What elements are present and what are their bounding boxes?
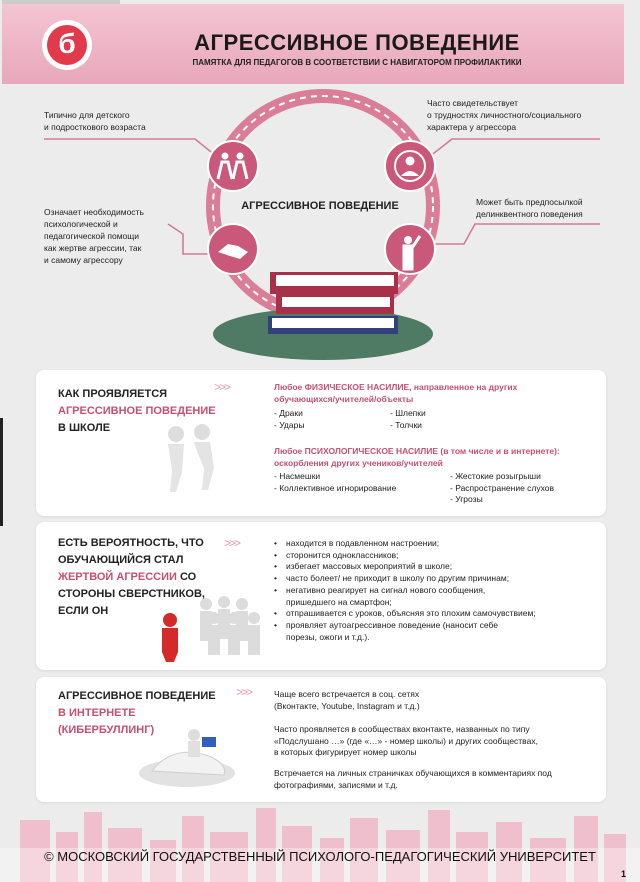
speaker-person-icon <box>385 224 435 274</box>
left-margin-mark <box>0 418 3 526</box>
callout-line: делинквентного поведения <box>476 209 583 219</box>
computer-mouse-figure-icon <box>132 727 242 789</box>
page-number: 1 <box>621 869 627 879</box>
heading-line: Любое ПСИХОЛОГИЧЕСКОЕ НАСИЛИЕ (в том числе и в интернете): <box>274 446 560 456</box>
title-rest: СО <box>176 571 197 583</box>
books-icon <box>268 272 398 334</box>
title-line-accent: В ИНТЕРНЕТЕ <box>58 707 136 719</box>
title-accent: ЖЕРТВОЙ АГРЕССИИ <box>58 571 177 583</box>
callout-line: характера у агрессора <box>427 122 517 132</box>
title-line: ЕСТЬ ВЕРОЯТНОСТЬ, ЧТО <box>58 537 204 549</box>
callout-line: и самому агрессору <box>44 255 123 265</box>
text-line: фотографиями, записями и т.д. <box>274 779 398 790</box>
callout-top-right <box>427 97 581 133</box>
title-line: ОБУЧАЮЩИЙСЯ СТАЛ <box>58 554 184 566</box>
list-item: • избегает массовых мероприятий в школе; <box>274 561 594 573</box>
physical-list-b <box>390 408 426 431</box>
cyber-paragraph-2 <box>274 724 538 759</box>
card-school <box>36 370 606 516</box>
text-line: Чаще всего встречается в соц. сетях <box>274 689 420 699</box>
callout-top-left <box>44 109 146 133</box>
text-line: Встречается на личных страничках обучающихся в комментариях под <box>274 768 552 778</box>
text-line: в которых фигурирует номер школы <box>274 747 417 757</box>
list-item: - Насмешки <box>274 471 321 481</box>
arrow-icon: >>> <box>214 380 230 394</box>
diagram-center-label: АГРЕССИВНОЕ ПОВЕДЕНИЕ <box>241 200 399 212</box>
list-item: - Толчки <box>390 419 422 430</box>
list-item: - Коллективное игнорирование <box>274 482 397 493</box>
handshake-icon <box>208 224 258 274</box>
card-victim <box>36 522 606 670</box>
callout-line: о трудностях личностного/социального <box>427 110 582 120</box>
footer-copyright: © МОСКОВСКИЙ ГОСУДАРСТВЕННЫЙ ПСИХОЛОГО-ПЕДАГОГИЧЕСКИЙ УНИВЕРСИТЕТ <box>44 849 596 864</box>
title-line <box>58 569 205 586</box>
title-line: ЕСЛИ ОН <box>58 605 109 617</box>
list-item: • находится в подавленном настроении; <box>274 538 594 550</box>
callout-line: и подросткового возраста <box>44 122 146 132</box>
physical-violence-heading <box>274 382 517 405</box>
victim-signs-list <box>274 538 594 643</box>
psychological-list-b <box>450 471 554 506</box>
cyber-paragraph-1 <box>274 689 420 712</box>
university-logo <box>42 20 92 70</box>
callout-bottom-left <box>44 206 144 266</box>
callout-line: Может быть предпосылкой <box>476 197 583 207</box>
list-item: - Удары <box>274 419 305 430</box>
header <box>2 4 624 84</box>
title-line: АГРЕССИВНОЕ ПОВЕДЕНИЕ <box>58 690 216 702</box>
diagram <box>0 84 640 366</box>
callout-line: Часто свидетельствует <box>427 98 519 108</box>
psychological-list-a <box>274 471 396 494</box>
list-item: • негативно реагирует на сигнал нового сообщения, пришедшего на смартфон; <box>274 585 524 608</box>
page-title: АГРЕССИВНОЕ ПОВЕДЕНИЕ <box>194 30 520 55</box>
isolated-figure-icon <box>156 594 266 664</box>
text-line: «Подслушано …» (где «…» - номер школы) и других сообществах, <box>274 735 538 746</box>
page-subtitle: ПАМЯТКА ДЛЯ ПЕДАГОГОВ В СООТВЕТСТВИИ С НАВИГАТОРОМ ПРОФИЛАКТИКИ <box>192 58 522 67</box>
list-item: - Угрозы <box>450 494 483 504</box>
list-item: - Распространение слухов <box>450 482 555 493</box>
callout-bottom-right <box>476 196 583 220</box>
people-icon <box>208 141 258 191</box>
callout-line: Означает необходимость <box>44 207 144 217</box>
card-cyberbullying <box>36 677 606 802</box>
person-badge-icon <box>385 141 435 191</box>
list-item: • сторонится одноклассников; <box>274 550 594 562</box>
logo-circle <box>47 25 87 65</box>
list-item: - Драки <box>274 408 303 418</box>
list-item: • отпрашивается с уроков, объясняя это плохим самочувствием; <box>274 608 594 620</box>
title-line: В ШКОЛЕ <box>58 422 111 434</box>
title-line-accent: АГРЕССИВНОЕ ПОВЕДЕНИЕ <box>58 405 216 417</box>
list-item: • часто болеет/ не приходит в школу по другим причинам; <box>274 573 594 585</box>
title-line: КАК ПРОЯВЛЯЕТСЯ <box>58 388 168 400</box>
list-item: - Шлепки <box>390 408 426 418</box>
title-line-accent: (КИБЕРБУЛЛИНГ) <box>58 724 155 736</box>
arrow-icon: >>> <box>224 536 240 550</box>
list-item: • проявляет аутоагрессивное поведение (наносит себе порезы, ожоги и т.д.). <box>274 620 514 643</box>
city-skyline-decoration <box>0 802 640 882</box>
logo-glyph: б <box>58 28 76 59</box>
text-line: (Вконтакте, Youtube, Instagram и т.д.) <box>274 700 420 711</box>
callout-line: как жертве агрессии, так <box>44 243 142 253</box>
heading-line: обучающихся/учителей/объекты <box>274 393 414 404</box>
fighting-figures-icon <box>148 422 228 494</box>
psychological-violence-heading <box>274 446 560 469</box>
text-line: Часто проявляется в сообществах вконтакте, названных по типу <box>274 724 530 734</box>
callout-line: психологической и <box>44 219 118 229</box>
cyber-paragraph-3 <box>274 768 552 791</box>
physical-list-a <box>274 408 304 431</box>
list-item: - Жестокие розыгрыши <box>450 471 541 481</box>
title-line: СТОРОНЫ СВЕРСТНИКОВ, <box>58 588 205 600</box>
heading-line: оскорбления других учеников/учителей <box>274 457 443 468</box>
callout-line: Типично для детского <box>44 110 130 120</box>
heading-line: Любое ФИЗИЧЕСКОЕ НАСИЛИЕ, направленное на других <box>274 382 518 392</box>
arrow-icon: >>> <box>236 685 252 699</box>
callout-line: педагогической помощи <box>44 231 140 241</box>
